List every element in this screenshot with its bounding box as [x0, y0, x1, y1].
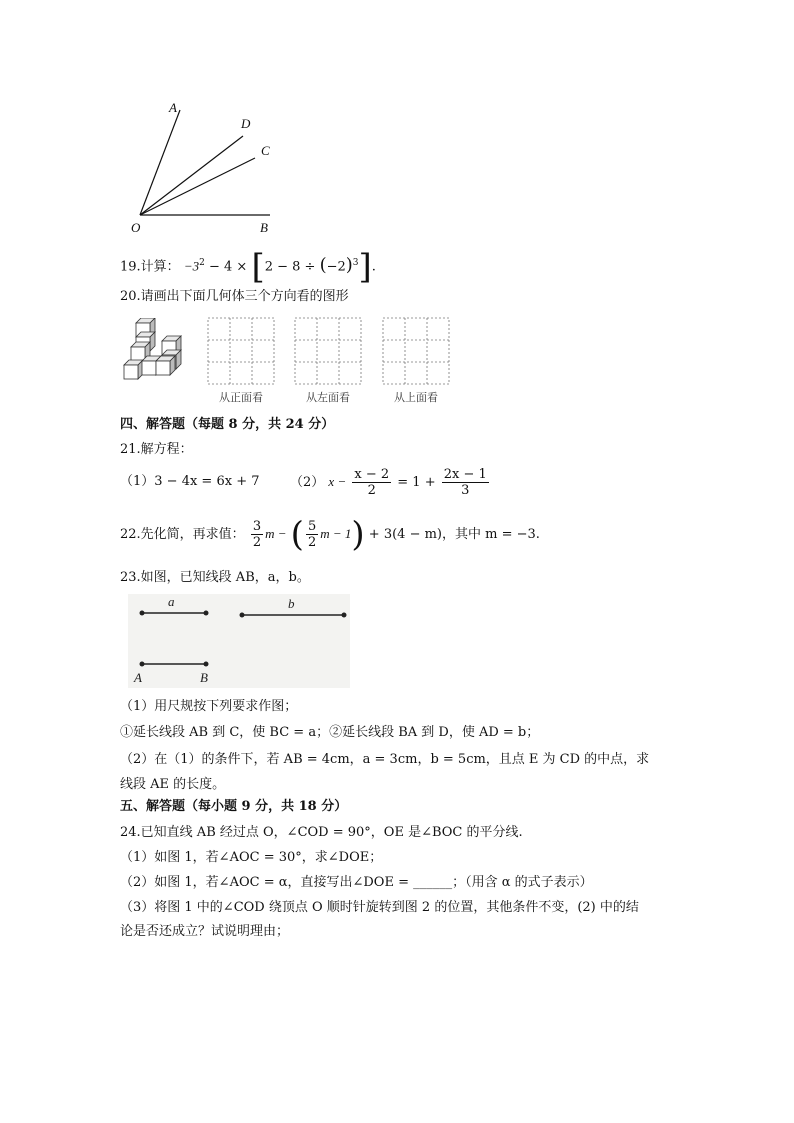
q24-p3-l1: （3）将图 1 中的∠COD 绕顶点 O 顺时针旋转到图 2 的位置，其他条件不变，(2) 中的结 [120, 900, 639, 915]
q23-p2-l2: 线段 AE 的长度。 [120, 777, 226, 792]
section-5-title: 五、解答题（每小题 9 分，共 18 分） [120, 799, 348, 814]
bracket-left: [ [251, 246, 265, 287]
q21-p2-mid: = 1 + [397, 475, 436, 490]
q24-p1: （1）如图 1，若∠AOC = 30°，求∠DOE； [120, 850, 383, 865]
paren-left: ( [290, 514, 304, 555]
q19: 19.计算： $-3^2 - 4 \times [2 - 8 \div (-2)^3]$. [120, 246, 376, 287]
bracket-right: ] [358, 246, 372, 287]
q22-m2: m − 1 [320, 526, 352, 541]
frac-num: 3 [252, 519, 262, 534]
pt-a-label: A [134, 670, 142, 685]
frac-den: 2 [367, 483, 376, 498]
q21-p2 [290, 462, 491, 502]
q21-frac2 [442, 467, 489, 498]
q21-p1: （1）3 − 4x = 6x + 7 [120, 474, 260, 489]
q19-exp: 2 [199, 258, 205, 268]
q19-exp3: 3 [352, 258, 359, 268]
q23-p2-l1: （2）在（1）的条件下，若 AB = 4cm，a = 3cm，b = 5cm，且点 E 为 CD 的中点，求 [120, 752, 650, 767]
paren-right: ) [351, 514, 365, 555]
caption-top: 从上面看 [394, 391, 438, 404]
caption-left: 从左面看 [306, 391, 350, 404]
q23-p1-detail: ①延长线段 AB 到 C，使 BC = a；②延长线段 BA 到 D，使 AD = b； [120, 725, 540, 740]
frac-num: x − 2 [354, 467, 390, 482]
q21-p2-x: x − [328, 474, 347, 489]
frac-num: 5 [307, 519, 317, 534]
pt-b-label: B [200, 670, 208, 685]
q24-text: 24.已知直线 AB 经过点 O，∠COD = 90°，OE 是∠BOC 的平分线. [120, 825, 523, 840]
label-d: D [241, 116, 251, 131]
q19-end: . [371, 259, 376, 275]
q21-text: 21.解方程： [120, 442, 193, 457]
q22 [120, 513, 540, 555]
label-b: B [260, 220, 268, 235]
frac-den: 3 [461, 483, 470, 498]
q22-rest: + 3(4 − m)，其中 m = −3. [368, 527, 540, 542]
q20-text: 20.请画出下面几何体三个方向看的图形 [120, 289, 349, 304]
q21-p2-label: （2） [290, 475, 325, 490]
q24-p3-l2: 论是否还成立？试说明理由； [120, 924, 290, 939]
section-4-title: 四、解答题（每题 8 分，共 24 分） [120, 417, 335, 432]
q23-text: 23.如图，已知线段 AB，a，b。 [120, 570, 310, 585]
q19-inner: 2 − 8 ÷ [264, 259, 320, 275]
q23-p1: （1）用尺规按下列要求作图； [120, 699, 298, 714]
caption-front: 从正面看 [219, 391, 263, 404]
label-c: C [261, 143, 270, 158]
segments-svg [128, 594, 350, 688]
frac-den: 2 [252, 535, 262, 550]
label-o: O [131, 220, 141, 235]
frac-num: 2x − 1 [443, 467, 487, 482]
view-grids [205, 316, 455, 386]
q22-m1: m − [265, 526, 287, 541]
q22-label: 22.先化简，再求值： [120, 527, 245, 542]
q19-label: 19.计算： [120, 259, 180, 275]
frac-den: 2 [307, 535, 317, 550]
cube-figure [122, 318, 188, 382]
q22-frac1 [251, 519, 263, 550]
seg-a-label: a [168, 594, 175, 609]
q19-base: −2 [326, 259, 346, 275]
label-a: A [169, 100, 177, 115]
angle-figure [125, 98, 285, 238]
q24-p2: （2）如图 1，若∠AOC = α，直接写出∠DOE = ______；（用含 α 的式子表示） [120, 875, 593, 890]
q21-frac1 [352, 467, 391, 498]
q22-frac2 [306, 519, 318, 550]
seg-b-label: b [288, 596, 295, 611]
q19-term: −3 [183, 258, 200, 274]
q19-op: − 4 × [204, 259, 248, 275]
